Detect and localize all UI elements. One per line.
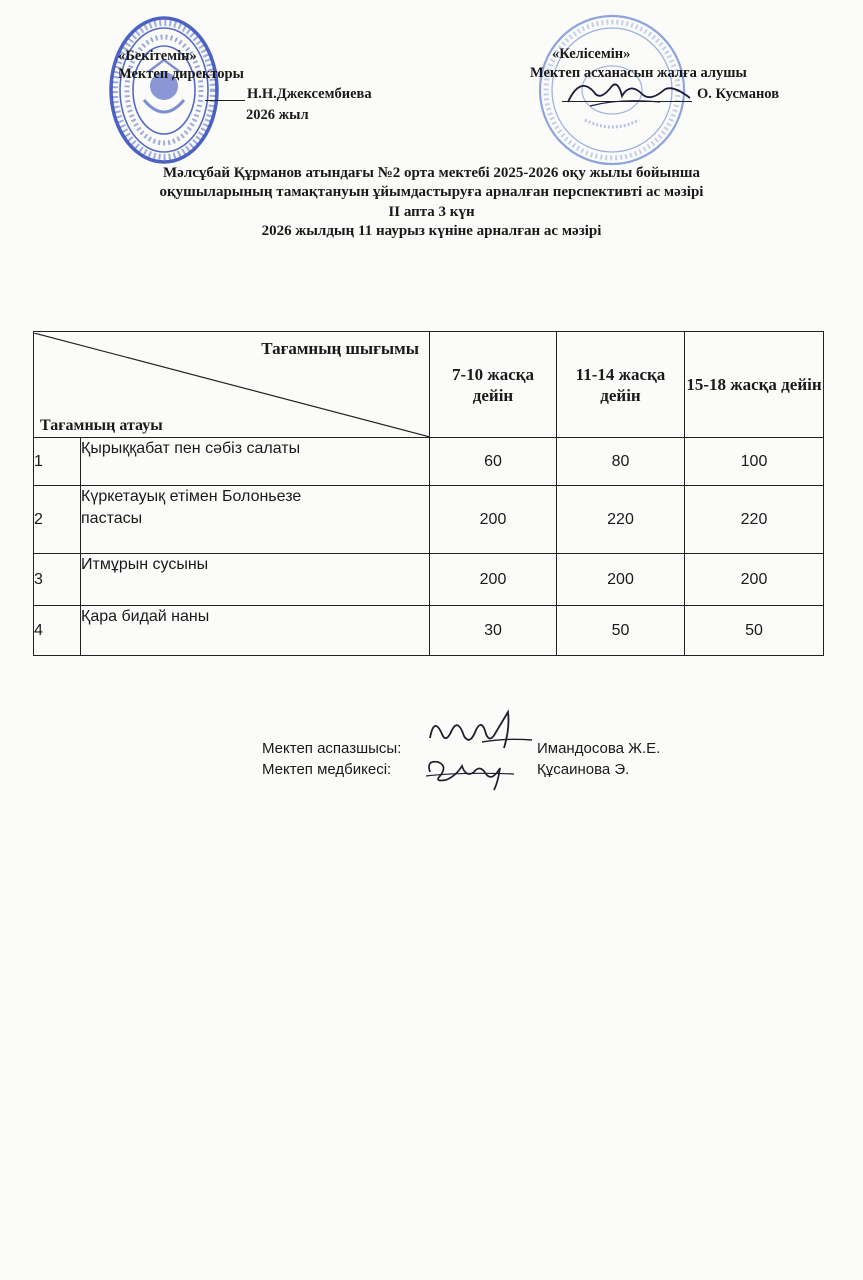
portion-7-10: 200 xyxy=(430,554,557,606)
approval-year: 2026 жыл xyxy=(246,107,309,123)
dish-name: Итмұрын сусыны xyxy=(81,554,430,606)
agreed-label: «Келісемін» xyxy=(552,46,631,62)
yield-header: Тағамның шығымы xyxy=(261,338,419,358)
tenant-position: Мектеп асханасын жалға алушы xyxy=(530,65,747,81)
nurse-role: Мектеп медбикесі: xyxy=(262,761,392,778)
table-row xyxy=(34,554,824,606)
portion-7-10: 200 xyxy=(430,486,557,554)
portion-15-18: 50 xyxy=(685,606,824,656)
cook-name: Имандосова Ж.Е. xyxy=(537,740,661,757)
nurse-name: Құсаинова Э. xyxy=(537,761,630,778)
age-column-7-10: 7-10 жасқа дейін xyxy=(430,332,557,438)
age-column-11-14: 11-14 жасқа дейін xyxy=(557,332,685,438)
row-number: 3 xyxy=(34,554,81,606)
director-signature-line xyxy=(205,100,245,101)
portion-11-14: 50 xyxy=(557,606,685,656)
director-name: Н.Н.Джексембиева xyxy=(247,86,372,102)
tenant-name: О. Кусманов xyxy=(697,86,780,102)
cook-signature xyxy=(424,708,534,758)
tenant-signature xyxy=(560,72,700,112)
menu-table xyxy=(33,331,824,656)
table-header-row xyxy=(34,332,824,438)
row-number: 4 xyxy=(34,606,81,656)
menu-title-line-2: оқушыларының тамақтануын ұйымдастыруға арналған перспективті ас мәзірі xyxy=(159,184,704,200)
table-row xyxy=(34,438,824,486)
row-number: 1 xyxy=(34,438,81,486)
row-number: 2 xyxy=(34,486,81,554)
week-day-label: II апта 3 күн xyxy=(388,204,475,220)
school-seal-stamp xyxy=(108,14,220,166)
portion-11-14: 200 xyxy=(557,554,685,606)
portion-15-18: 200 xyxy=(685,554,824,606)
nurse-signature xyxy=(422,752,532,792)
age-column-15-18: 15-18 жасқа дейін xyxy=(685,332,824,438)
director-position: Мектеп директоры xyxy=(118,66,244,82)
dish-name: Күркетауық етімен Болоньезе пастасы xyxy=(81,486,430,554)
menu-title-line-1: Мәлсұбай Құрманов атындағы №2 орта мектебі 2025-2026 оқу жылы бойынша xyxy=(163,165,700,181)
table-row xyxy=(34,606,824,656)
cook-role: Мектеп аспазшысы: xyxy=(262,740,402,757)
portion-15-18: 220 xyxy=(685,486,824,554)
dish-name: Қара бидай наны xyxy=(81,606,430,656)
dish-name: Қырыққабат пен сәбіз салаты xyxy=(81,438,430,486)
portion-11-14: 80 xyxy=(557,438,685,486)
menu-date-label: 2026 жылдың 11 наурыз күніне арналған ас мәзірі xyxy=(261,223,602,239)
approved-label: «Бекітемін» xyxy=(118,48,197,64)
portion-7-10: 30 xyxy=(430,606,557,656)
portion-11-14: 220 xyxy=(557,486,685,554)
dish-name-header: Тағамның атауы xyxy=(40,416,163,434)
diagonal-header-cell xyxy=(34,332,430,438)
portion-7-10: 60 xyxy=(430,438,557,486)
portion-15-18: 100 xyxy=(685,438,824,486)
table-row xyxy=(34,486,824,554)
